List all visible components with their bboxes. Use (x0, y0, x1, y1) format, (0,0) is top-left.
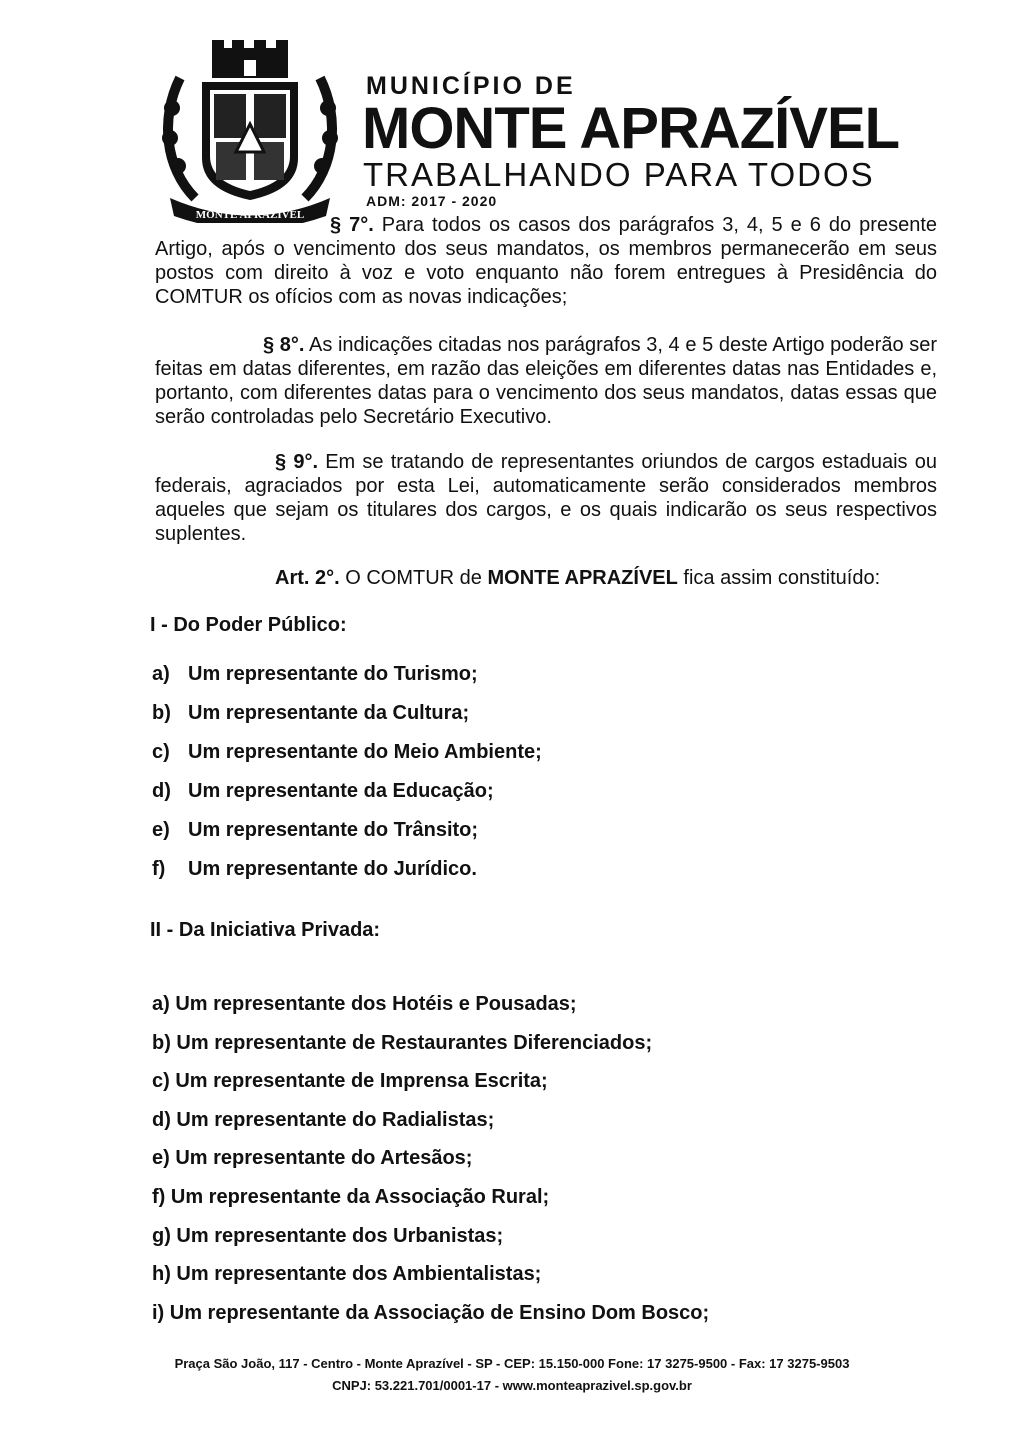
list-item: i) Um representante da Associação de Ensino Dom Bosco; (152, 1301, 710, 1324)
paragraph-8-text: As indicações citadas nos parágrafos 3, 4 e 5 deste Artigo poderão ser feitas em datas diferentes, em razão das eleições em diferentes datas nas Entidades e, portanto, com diferentes datas para o vencimento dos seus mandatos, datas essas que serão controladas pelo Secretário Executivo. (155, 334, 938, 428)
paragraph-8 (155, 333, 937, 429)
paragraph-7-mark: § 7°. (330, 214, 374, 236)
iniciativa-privada-list (152, 990, 709, 1337)
city-title: MONTE APRAZÍVEL (362, 96, 900, 161)
list-item: d) Um representante da Educação; (152, 780, 494, 802)
article-2-label: Art. 2°. (275, 567, 340, 589)
section-iniciativa-privada-title: II - Da Iniciativa Privada: (150, 919, 381, 941)
article-2 (275, 567, 880, 590)
footer-address: Praça São João, 117 - Centro - Monte Aprazível - SP - CEP: 15.150-000 Fone: 17 3275-9500 - Fax: 17 3275-9503 (174, 1356, 850, 1371)
list-item: b) Um representante de Restaurantes Diferenciados; (152, 1031, 653, 1054)
article-2-pre: O COMTUR de (339, 567, 488, 589)
article-2-post: fica assim constituído: (677, 567, 881, 589)
list-item: c) Um representante do Meio Ambiente; (152, 741, 542, 763)
paragraph-9-text: Em se tratando de representantes oriundos de cargos estaduais ou federais, agraciados por esta Lei, automaticamente serão considerados membros aqueles que sejam os titulares dos cargos, e os quais indicarão os seus respectivos suplentes. (155, 451, 937, 545)
article-2-city: MONTE APRAZÍVEL (487, 567, 678, 589)
paragraph-9-mark: § 9°. (275, 451, 318, 473)
list-item: e) Um representante do Artesãos; (152, 1147, 473, 1170)
list-item: f) Um representante da Associação Rural; (152, 1185, 550, 1208)
slogan: TRABALHANDO PARA TODOS (363, 156, 875, 193)
poder-publico-list (152, 660, 542, 894)
list-item: d) Um representante do Radialistas; (152, 1108, 495, 1131)
paragraph-8-mark: § 8°. (263, 334, 305, 356)
list-item: c) Um representante de Imprensa Escrita; (152, 1070, 548, 1093)
list-item: e) Um representante do Trânsito; (152, 819, 479, 841)
section-poder-publico-title: I - Do Poder Público: (150, 614, 347, 636)
paragraph-9 (155, 450, 937, 546)
list-item: b) Um representante da Cultura; (152, 702, 470, 724)
list-item: f) Um representante do Jurídico. (152, 858, 477, 880)
municipio-label: MUNICÍPIO DE (366, 72, 576, 100)
list-item: g) Um representante dos Urbanistas; (152, 1224, 504, 1247)
svg-text:MONTE APRAZÍVEL: MONTE APRAZÍVEL (195, 209, 305, 221)
list-item: a) Um representante do Turismo; (152, 663, 478, 685)
coat-of-arms-logo (150, 38, 350, 223)
list-item: a) Um representante dos Hotéis e Pousadas; (152, 993, 577, 1015)
administration-period: ADM: 2017 - 2020 (366, 193, 498, 209)
footer-cnpj-website: CNPJ: 53.221.701/0001-17 - www.monteaprazivel.sp.gov.br (332, 1378, 692, 1393)
paragraph-7-text: Para todos os casos dos parágrafos 3, 4, 5 e 6 do presente Artigo, após o vencimento dos seus mandatos, os membros permanecerão em seus postos com direito à voz e voto enquanto não forem entregues à Presidência do COMTUR os ofícios com as novas indicações; (155, 214, 938, 308)
list-item: h) Um representante dos Ambientalistas; (152, 1263, 542, 1286)
paragraph-7 (155, 213, 937, 309)
